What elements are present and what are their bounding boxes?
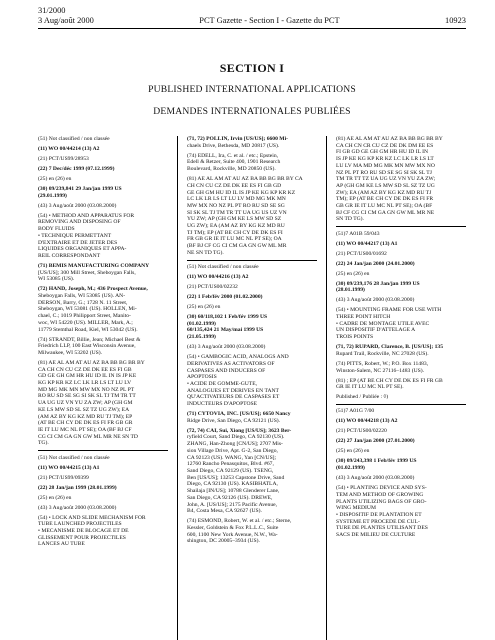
entry-line: (43) 3 Aug/août 2000 (03.08.2000) xyxy=(38,202,117,209)
issue-date: 3 Aug/août 2000 xyxy=(38,16,94,25)
entry-line: (22) 28 Jan/jan 1999 (28.01.1999) xyxy=(38,484,117,491)
entry-line: (43) 3 Aug/août 2000 (03.08.2000) xyxy=(336,297,415,304)
entry-line: RO RU SD SE SG SI SK SL TJ TM TR TT xyxy=(38,393,136,400)
entry-line: Winston-Salem, NC 27116–1483 (US). xyxy=(336,367,424,374)
entry-line: AP (GH GM KE LS MW SD SL SZ TZ UG xyxy=(336,182,435,189)
entry-line: (51)7 A01B 59/043 xyxy=(336,230,380,237)
entry-line: (21) PCT/US00/02220 xyxy=(336,428,387,435)
entry-separator xyxy=(187,260,317,261)
entry-line: (71) BEMIS MANUFACTURING COMPANY xyxy=(38,262,150,269)
entry-line: chaels Drive, Bethesda, MD 20817 (US). xyxy=(187,142,280,149)
entry-line: WING MEDIUM xyxy=(336,505,376,512)
entry-line: REIL CORRESPONDANT xyxy=(38,252,101,259)
entry-line: (25) en (26) en xyxy=(38,494,72,501)
entry-line: GE GH GM HU ID IL IS JP KE KG KP KR KZ xyxy=(187,189,296,196)
entry-line: CA 92123 (US). WANG, Yan [CN/US]; xyxy=(187,454,277,461)
entry-line: (74) PITTS, Robert, W.; P.O. Box 11483, xyxy=(336,360,429,367)
entry-line: SN TD TG). xyxy=(336,216,364,223)
entry-line: TURE DE PLANTES UTILISANT DES xyxy=(336,525,428,532)
entries-area xyxy=(38,136,466,640)
entry-line: (81) AE AL AM AT AU AZ BA BB BG BR BY xyxy=(336,136,443,142)
entry-line: Edell & Retzer, Suite 400, 1901 Research xyxy=(187,159,281,166)
entry-separator xyxy=(38,450,168,451)
entry-line: (71, 72) RUPARD, Clarence, B. [US/US]; 135 xyxy=(336,344,443,351)
entry-line: (11) WO 00/44218 (13) A2 xyxy=(336,418,398,425)
entry-line: UN DISPOSITIF D'ATTELAGE A xyxy=(336,327,416,334)
entry-line: LANCES AU TUBE xyxy=(38,541,85,548)
entry-line: (21) PCT/US00/02232 xyxy=(187,284,238,291)
entry-line: (54) • PLANTING DEVICE AND SYS- xyxy=(336,485,427,492)
entry-line: UA UG UZ VN YU ZA ZW; AP (GH GM xyxy=(38,400,133,407)
entry-line: (30) 60/118,102 1 Feb/fév 1999 US xyxy=(187,314,268,321)
entry-line: Shailaja [IN/US]; 10788 Glenderer Lane, xyxy=(187,488,280,495)
entry-line: (28.01.1999) xyxy=(336,287,365,294)
page-number: 10923 xyxy=(445,16,466,25)
entry-line: (72, 74) CAI, Sui, Xiong [US/US]; 3623 Ber- xyxy=(187,427,292,434)
entry-line: Kessler, Goldstein & Fox P.L.L.C., Suite xyxy=(187,524,279,531)
entry-line: QU'ACTIVATEURS DE CASPASES ET xyxy=(187,394,280,401)
entry-line: KE LS MW SD SL SZ TZ UG ZW); EA xyxy=(38,406,130,413)
entry-line: DERIVATIVES AS ACTIVATORS OF xyxy=(187,360,275,367)
issue-number: 31/2000 xyxy=(38,6,66,15)
entry-line: UG ZW); EA (AM AZ BY KG KZ MD RU xyxy=(187,223,285,230)
entry-line: ryfield Court, Sand Diego, CA 92130 (US). xyxy=(187,434,285,441)
entry-line: (AT BE CH CY DE DK ES FI FR GB GR xyxy=(38,420,133,427)
entry-line: (51) Not classified / non classée xyxy=(38,454,110,461)
entry-line: (54) • MOUNTING FRAME FOR USE WITH xyxy=(336,307,442,314)
entry-line: TUBE LAUNCHED PROJECTILES xyxy=(38,521,122,528)
entry-line: (25) en (26) en xyxy=(38,176,72,182)
entry-line: ZW); EA (AM AZ BY KG KZ MD RU TJ xyxy=(336,189,432,196)
entry-line: (21) PCT/US00/01692 xyxy=(336,250,387,257)
entry-line: Sheboygan, WI 53081 (US). HOLLEN, Mi- xyxy=(38,306,137,313)
entry-line: woc, WI 54220 (US). MILLER, Mark, A.; xyxy=(38,319,133,326)
entry-line: TM TR TT TZ UA UG UZ VN YU ZA ZW; xyxy=(336,176,436,183)
entry-line: (43) 3 Aug/août 2000 (03.08.2000) xyxy=(187,344,266,351)
entry-line: Diego, CA 92130 (US). KASIBHATLA, xyxy=(187,481,278,488)
entry-line: (54) • GAMBOGIC ACID, ANALOGS AND xyxy=(187,354,289,361)
entry-line: SACS DE MILIEU DE CULTURE xyxy=(336,532,416,539)
entry-line: (51)7 A01G 7/00 xyxy=(336,408,375,415)
entry-line: Friedrich LLP, 100 East Wisconsin Avenue, xyxy=(38,343,136,350)
entry-line: YU ZW; AP (GH GM KE LS MW SD SZ xyxy=(187,216,282,223)
entry-line: TJ TM); EP (AT BE CH CY DE DK ES FI xyxy=(187,229,283,236)
entry-line: (51) Not classified / non classée xyxy=(38,136,110,142)
column-middle xyxy=(187,136,317,640)
entry-line: D'EXTRAIRE ET DE JETER DES xyxy=(38,239,118,246)
entry-separator xyxy=(336,226,466,227)
entry-line: MW MX NO NZ PL PT RO RU SD SE SG xyxy=(187,202,285,209)
entry-line: (01.02.1999) xyxy=(336,465,365,472)
entry-line: (21.05.1999) xyxy=(187,334,216,341)
subtitle-french: DEMANDES INTERNATIONALES PUBLIÉES xyxy=(153,106,351,117)
entry-line: John, A. [US/US]; 2175 Pacific Avenue, xyxy=(187,501,278,508)
entry-line: (21) PCT/US99/28953 xyxy=(38,156,89,162)
entry-line: (81) ; EP (AT BE CH CY DE DK ES FI FR GB xyxy=(336,377,443,384)
entry-line: (30) 09/239,176 28 Jan/jan 1999 US xyxy=(336,280,420,287)
entry-line: TM); EP (AT BE CH CY DE DK ES FI FR xyxy=(336,196,434,203)
entry-line: (11) WO 00/44214 (13) A2 xyxy=(38,146,100,152)
entry-line: PLANTS UTILIZING BAGS OF GRO- xyxy=(336,498,427,505)
entry-line: CASPASES AND INDUCERS OF xyxy=(187,367,266,374)
entry-line: (01.02.1999) xyxy=(187,320,216,327)
entry-line: IS JP KE KG KP KR KZ LC LK LR LS LT xyxy=(336,156,434,163)
entry-line: 600, 1100 New York Avenue, N.W., Wa- xyxy=(187,531,278,538)
entry-line: shington, DC 20005–3934 (US). xyxy=(187,538,260,545)
entry-line: LC LK LR LS LT LU LV MD MG MK MN xyxy=(187,196,286,203)
entry-line: (22) 24 Jan/jan 2000 (24.01.2000) xyxy=(336,260,415,267)
entry-line: CH CN CU CZ DE DK EE ES FI GB GD xyxy=(187,182,282,189)
entry-line: TEM AND METHOD OF GROWING xyxy=(336,491,424,498)
entry-line: 60/135,424 21 May/mai 1999 US xyxy=(187,327,264,334)
entry-line: sion Village Drive, Apt. G-2, San Diego, xyxy=(187,447,278,454)
entry-line: (74) ESMOND, Robert, W. et al. / etc.; Sterne, xyxy=(187,518,292,525)
header-row-main xyxy=(38,16,466,26)
entry-line: THREE POINT HITCH xyxy=(336,314,391,321)
entry-line: SI SK SL TJ TM TR TT UA UG US UZ VN xyxy=(187,209,287,216)
entry-line: REMOVING AND DISPOSING OF xyxy=(38,219,121,226)
entry-line: NZ PL PT RO RU SD SE SG SI SK SL TJ xyxy=(336,169,432,176)
header-rule xyxy=(38,28,466,29)
column-right xyxy=(336,136,466,640)
entry-line: (11) WO 00/44217 (13) A1 xyxy=(336,240,398,247)
entry-separator xyxy=(336,404,466,405)
entry-line: (30) 09/243,398 1 Feb/fév 1999 US xyxy=(336,458,417,465)
entry-line: BODY FLUIDS xyxy=(38,226,75,233)
entry-line: (72) HAND, Joseph, M.; 436 Prospect Avenue, xyxy=(38,286,148,293)
entry-line: • MECANISME DE BLOCAGE ET DE xyxy=(38,528,129,534)
entry-line: • CADRE DE MONTAGE UTILE AVEC xyxy=(336,320,430,327)
entry-line: ANALOGUES ET DERIVES EN TANT xyxy=(187,387,279,394)
entry-line: (21) PCT/US99/09399 xyxy=(38,474,89,481)
subtitle-english: PUBLISHED INTERNATIONAL APPLICATIONS xyxy=(148,84,356,95)
entry-line: Boulevard, Rockville, MD 20850 (US). xyxy=(187,166,276,173)
entry-line: Ridge Drive, San Diego, CA 92121 (US). xyxy=(187,417,281,424)
entry-line: LU LV MA MD MG MK MN MW MX NO xyxy=(336,162,435,169)
entry-line: (54) • METHOD AND APPARATUS FOR xyxy=(38,212,135,219)
entry-line: (30) 09/239,841 29 Jan/jan 1999 US xyxy=(38,186,122,192)
entry-line: (43) 3 Aug/août 2000 (03.08.2000) xyxy=(336,475,415,482)
entry-line: GB GR IE IT LU MC NL PT SE); OA (BF xyxy=(336,203,433,210)
entry-line: (51) Not classified / non classée xyxy=(187,264,259,271)
entry-line: (11) WO 00/44216 (13) A2 xyxy=(187,274,249,281)
entry-line: (71) CYTOVIA, INC. [US/US]; 6650 Nancy xyxy=(187,411,291,418)
entry-line: CA CH CN CR CU CZ DE DK DM EE ES xyxy=(336,142,434,149)
entry-line: ZHANG, Han-Zhong [CN/US]; 2707 Mis- xyxy=(187,441,283,448)
entry-line: (22) 1 Feb/fév 2000 (01.02.2000) xyxy=(187,294,263,301)
entry-line: CG CI CM GA GN GW ML MR NE SN TD xyxy=(38,433,138,440)
entry-line: APOPTOSIS xyxy=(187,374,217,381)
entry-line: (71, 72) POLLIN, Irvin [US/US]; 6600 Mi- xyxy=(187,136,288,142)
entry-line: (29.01.1999) xyxy=(38,192,67,199)
entry-line: LIQUIDES ORGANIQUES ET APPA- xyxy=(38,246,127,253)
entry-line: [US/US]; 300 Mill Street, Sheboygan Falls, xyxy=(38,269,136,276)
entry-line: INDUCTEURS D'APOPTOSE xyxy=(187,401,258,408)
entry-line: KG KP KR KZ LC LK LR LS LT LU LV xyxy=(38,380,132,387)
entry-line: Sheboygan Falls, WI 53085 (US). AN- xyxy=(38,293,126,300)
header-row-top xyxy=(38,6,466,16)
entry-line: CA CH CN CU CZ DE DK EE ES FI GB xyxy=(38,366,132,373)
entry-line: (25) en (26) en xyxy=(336,448,370,455)
entry-line: TROIS POINTS xyxy=(336,334,374,341)
entry-line: FI GB GD GE GH GM HR HU ID IL IN xyxy=(336,149,429,156)
entry-line: 11779 Stemthal Road, Kiel, WI 53042 (US). xyxy=(38,326,138,333)
entry-line: IE IT LU MC NL PT SE); OA (BF BJ CF xyxy=(38,426,132,433)
entry-line: GLISSEMENT POUR PROJECTILES xyxy=(38,534,126,541)
entry-line: (43) 3 Aug/août 2000 (03.08.2000) xyxy=(38,504,117,511)
entry-line: GD GE GH GM HR HU ID IL IN IS JP KE xyxy=(38,373,137,380)
entry-line: B4, Costa Mesa, CA 92627 (US). xyxy=(187,508,262,515)
entry-line: San Diego, CA 92126 (US). DREWE, xyxy=(187,494,273,501)
entry-line: (AM AZ BY KG KZ MD RU TJ TM); EP xyxy=(38,413,133,420)
entry-line: (54) • LOCK AND SLIDE MECHANISM FOR xyxy=(38,514,146,521)
entry-line: MD MG MK MN MW MX NO NZ PL PT xyxy=(38,386,135,393)
entry-line: (22) 27 Jan/jan 2000 (27.01.2000) xyxy=(336,438,415,445)
gazette-title: PCT Gazette - Section I - Gazette du PCT xyxy=(199,16,340,25)
column-divider xyxy=(326,136,327,640)
page-header xyxy=(38,6,466,29)
entry-line: WI 53085 (US). xyxy=(38,276,75,283)
entry-line: (22) 7 Dec/déc 1999 (07.12.1999) xyxy=(38,166,115,172)
column-left xyxy=(38,136,168,640)
entry-line: (74) STRANDT, Billie, Jean; Michael Best & xyxy=(38,336,141,343)
column-divider xyxy=(177,136,178,640)
entry-line: BJ CF CG CI CM GA GN GW ML MR NE xyxy=(336,209,435,216)
entry-line: FR GB GR IE IT LU MC NL PT SE); OA xyxy=(187,236,282,243)
entry-line: GR IE IT LU MC NL PT SE). xyxy=(336,384,404,391)
entry-line: (BF BJ CF CG CI CM GA GN GW ML MR xyxy=(187,243,287,250)
entry-line: (25) en (26) en xyxy=(187,304,221,311)
entry-line: • DISPOSITIF DE PLANTATION ET xyxy=(336,511,422,518)
entry-line: TG). xyxy=(38,440,49,447)
entry-line: DERSON, Barry, G.; 1728 N. 11 Street, xyxy=(38,299,128,306)
entry-line: Milwaukee, WI 53202 (US). xyxy=(38,349,103,356)
entry-line: Sand Diego, CA 92129 (US). TSENG, xyxy=(187,468,274,474)
entry-line: (11) WO 00/44215 (13) A1 xyxy=(38,464,100,471)
entry-line: Rupard Trail, Rockville, NC 27028 (US). xyxy=(336,350,429,357)
entry-line: (74) EDELL, Ira, C. et al. / etc.; Epstein, xyxy=(187,152,279,159)
section-title: SECTION I xyxy=(219,61,285,75)
entry-line: (81) AE AL AM AT AU AZ BA BB BG BR BY xyxy=(38,359,145,366)
entry-line: chael, C.; 1019 Philipport Street, Manito- xyxy=(38,313,131,320)
entry-line: • TECHNIQUE PERMETTANT xyxy=(38,232,112,239)
entry-line: Ben [US/US]; 13253 Capstone Drive, Sand xyxy=(187,474,285,481)
entry-line: • ACIDE DE GOMME-GUTE, xyxy=(187,380,258,387)
entry-line: (25) en (26) en xyxy=(336,270,370,277)
entry-line: (81) AE AL AM AT AU AZ BA BB BG BR BY CA xyxy=(187,176,303,183)
entry-line: Published / Publiée : ◊) xyxy=(336,394,389,401)
entry-line: SYSTEME ET PROCEDE DE CUL- xyxy=(336,518,420,525)
entry-line: 12760 Rancho Penasquitos, Blvd. #67, xyxy=(187,461,274,468)
entry-line: NE SN TD TG). xyxy=(187,249,224,256)
